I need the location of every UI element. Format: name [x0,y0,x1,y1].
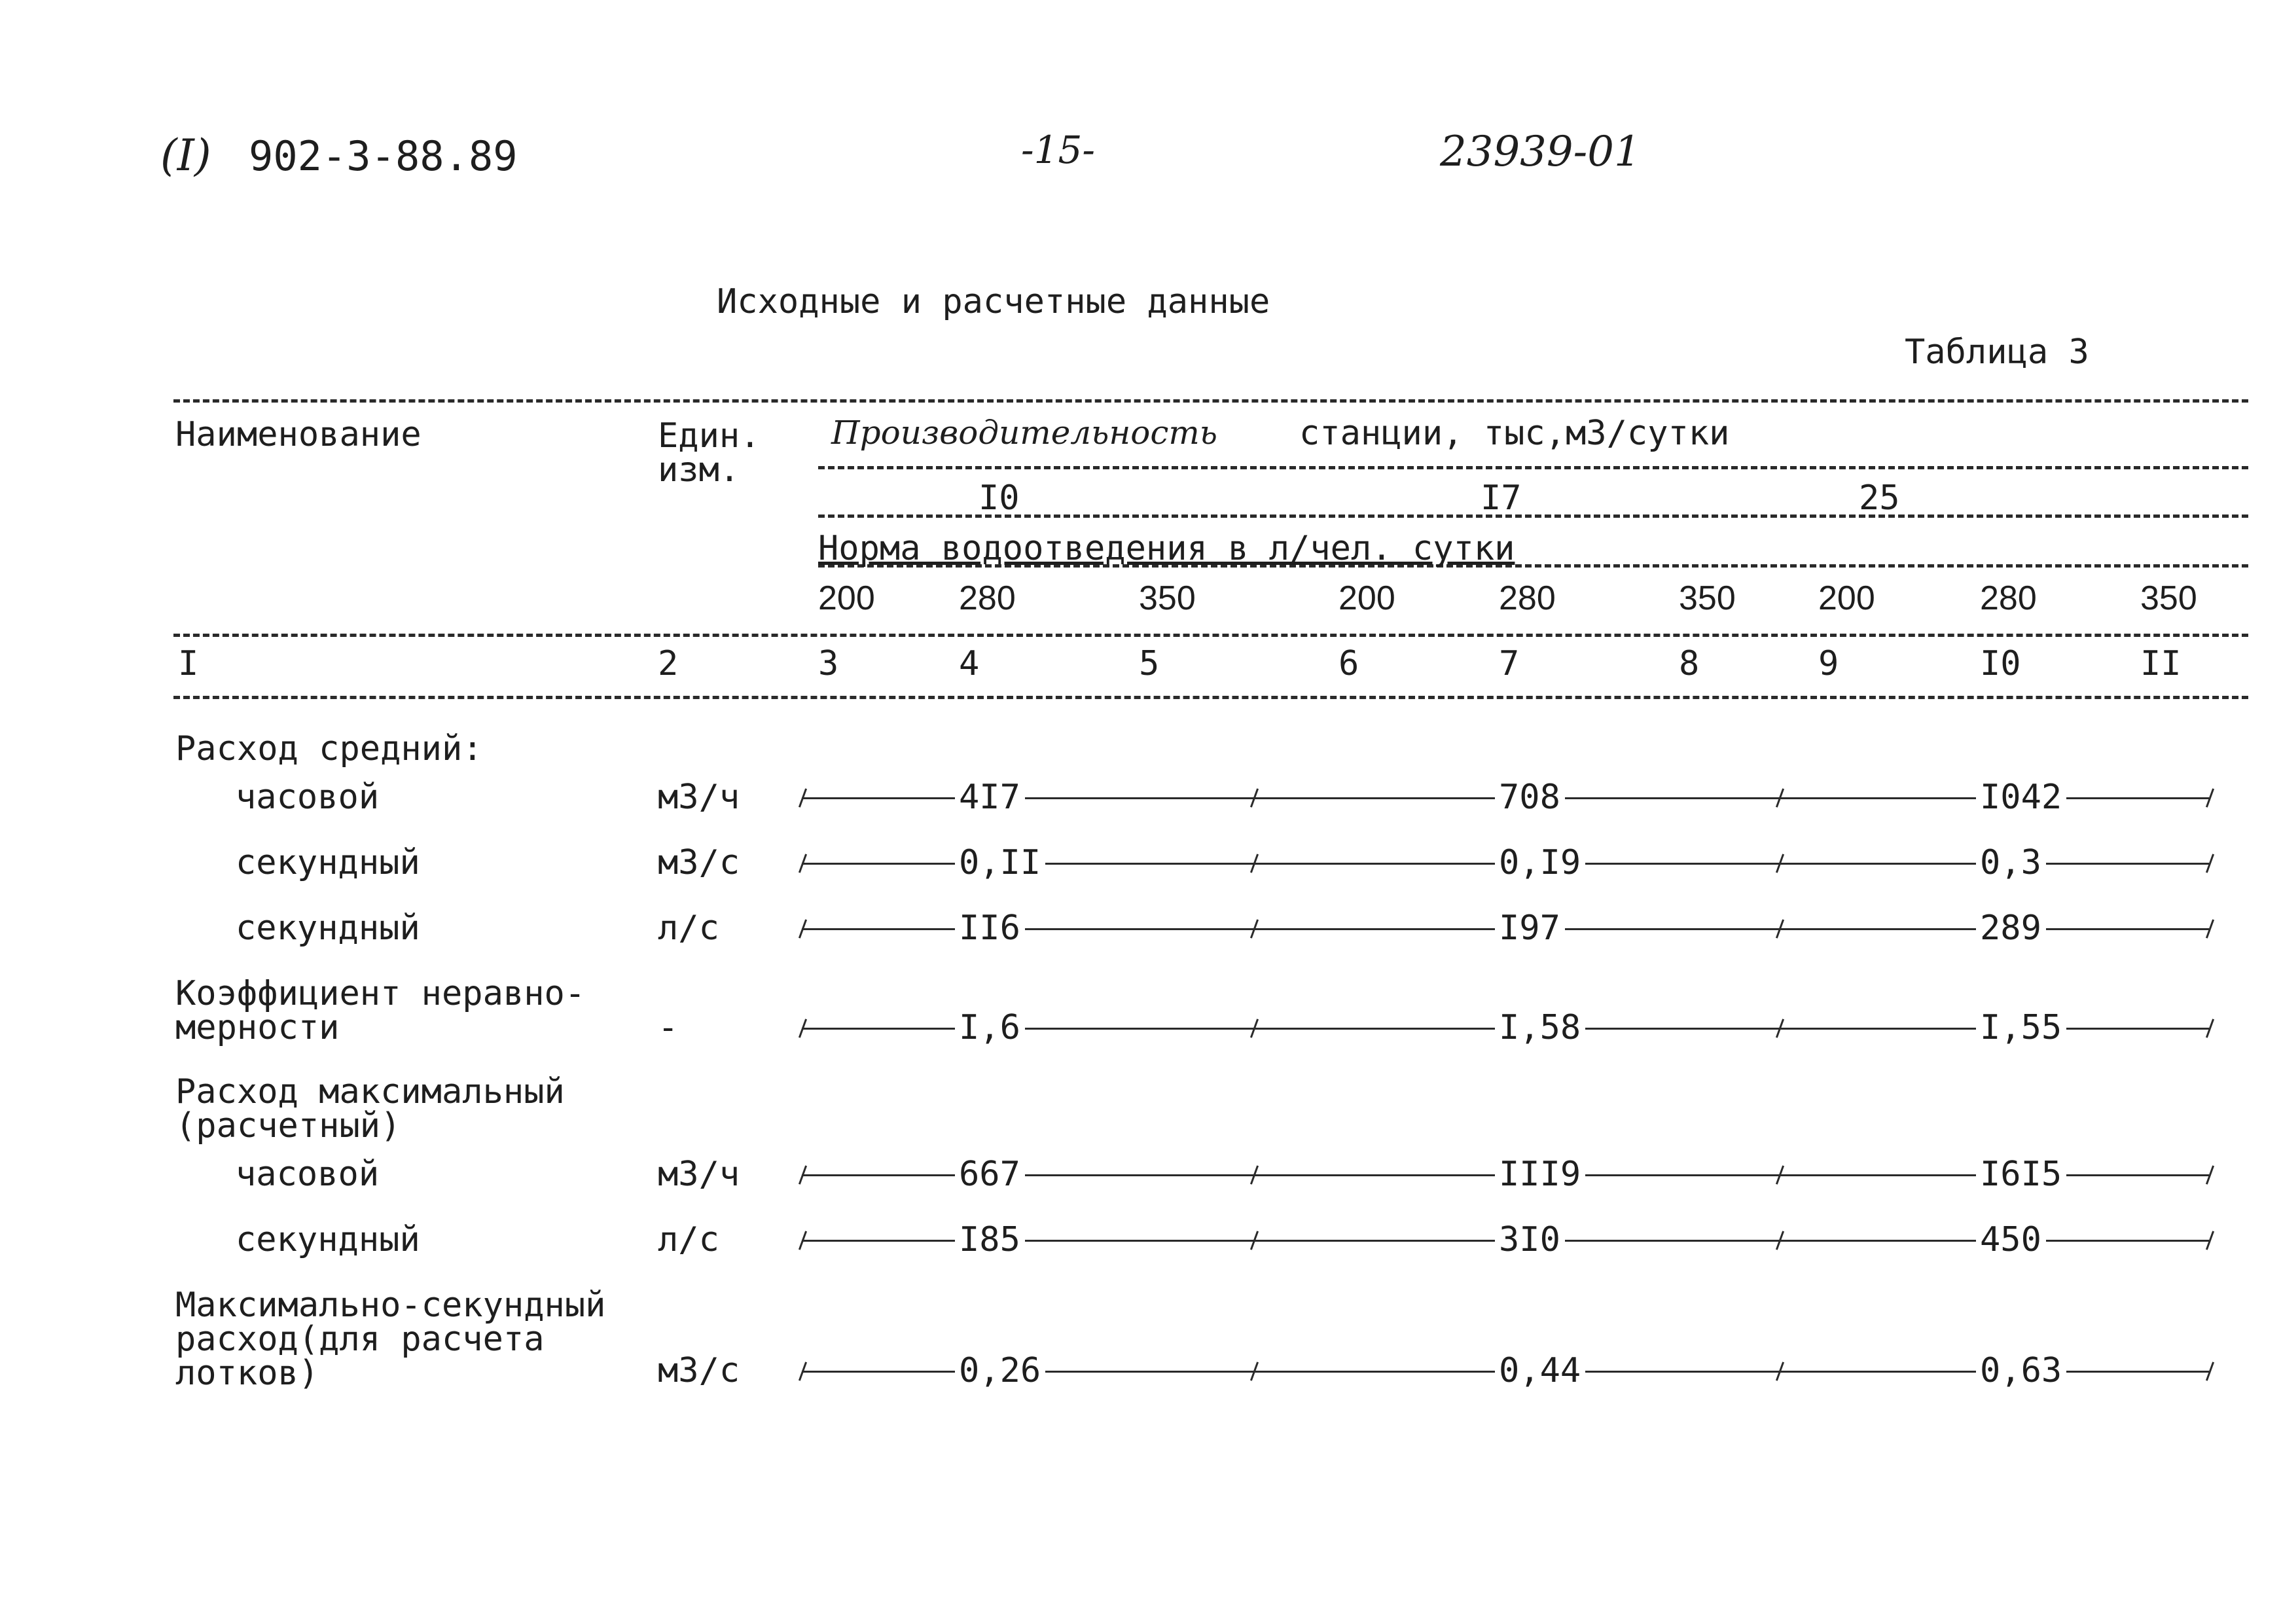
coef-bracket-line [1585,1028,1779,1030]
capacity-rule [818,466,2248,469]
col-number: 7 [1499,644,1520,683]
trays-name-line2: расход(для расчета [175,1320,545,1359]
trays-value: 0,26 [959,1351,1041,1390]
table-label: Таблица 3 [1905,333,2089,372]
capacity-group-3: 25 [1859,478,1900,518]
max_sec-value: 450 [1980,1220,2041,1259]
avg_sec_l-value: 289 [1980,909,2041,948]
max_hour-bracket-line [1779,1174,1976,1176]
trays-value: 0,44 [1499,1351,1581,1390]
document-title: Исходные и расчетные данные [717,282,1270,321]
inventory-number: 23939-01 [1440,128,1641,176]
avg-sec-l-unit: л/с [658,909,719,948]
avg_sec_l-value: II6 [959,909,1020,948]
table-top-rule [173,399,2248,403]
max_hour-value: III9 [1499,1155,1581,1194]
col-number: 5 [1139,644,1160,683]
avg_hour-bracket-line [1565,797,1779,799]
coef-bracket-line [2066,1028,2209,1030]
col-number: 4 [959,644,980,683]
avg-hour-name: часовой [236,778,380,817]
max-sec-unit: л/с [658,1220,719,1259]
max_sec-bracket-line [802,1240,955,1242]
col-unit-header-line2: изм. [658,450,740,490]
max_hour-bracket-line [2066,1174,2209,1176]
max-hour-unit: м3/ч [658,1155,740,1194]
max_hour-bracket-line [1253,1174,1495,1176]
norm-value: 350 [1139,579,1196,617]
avg_sec_m3-bracket-line [2046,863,2209,865]
trays-name-line3: лотков) [175,1354,319,1393]
series-mark: (I) [160,130,211,181]
avg_hour-bracket-line [1779,797,1976,799]
avg_sec_m3-bracket-line [1779,863,1976,865]
avg_sec_m3-bracket-line [802,863,955,865]
avg_hour-bracket-line [1025,797,1253,799]
avg_sec_m3-value: 0,3 [1980,843,2041,882]
head-bottom-rule [173,634,2248,637]
capacity-title: Производительность [831,414,1218,452]
max_hour-bracket-line [1025,1174,1253,1176]
capacity-rest: станции, тыс,м3/сутки [1299,414,1730,453]
trays-bracket-line [1045,1371,1253,1373]
norm-value: 280 [1499,579,1556,617]
capacity-group-2: I7 [1481,478,1522,518]
norm-value: 350 [2140,579,2197,617]
avg-sec-l-name: секундный [236,909,420,948]
avg_sec_l-bracket-line [1253,928,1495,930]
avg_hour-bracket-line [2066,797,2209,799]
col-number: 6 [1338,644,1359,683]
norm-value: 200 [818,579,875,617]
max_sec-value: 3I0 [1499,1220,1560,1259]
coef-bracket-line [1253,1028,1495,1030]
col-number: 8 [1679,644,1700,683]
col-number: 2 [658,644,679,683]
col-number: II [2140,644,2182,683]
avg_sec_l-value: I97 [1499,909,1560,948]
trays-bracket-line [1585,1371,1779,1373]
norm-value: 200 [1818,579,1875,617]
trays-unit: м3/с [658,1351,740,1390]
avg-sec-m3-unit: м3/с [658,843,740,882]
max-flow-title-line2: (расчетный) [175,1106,401,1146]
avg_hour-bracket-line [1253,797,1495,799]
max-sec-name: секундный [236,1220,420,1259]
coef-bracket-line [1025,1028,1253,1030]
col-number: I0 [1980,644,2021,683]
capacity-group-1: I0 [979,478,1020,518]
coef-bracket-line [802,1028,955,1030]
norm-value: 280 [959,579,1016,617]
coef-value: I,55 [1980,1008,2062,1047]
trays-value: 0,63 [1980,1351,2062,1390]
coef-value: I,58 [1499,1008,1581,1047]
avg_sec_m3-bracket-line [1045,863,1253,865]
avg_hour-bracket-line [802,797,955,799]
max_sec-bracket-line [1779,1240,1976,1242]
avg_sec_l-bracket-line [802,928,955,930]
doc-code: 902-3-88.89 [249,132,518,180]
avg-sec-m3-name: секундный [236,843,420,882]
avg-flow-title: Расход средний: [175,729,483,768]
norm-value: 350 [1679,579,1736,617]
avg_sec_l-bracket-line [1565,928,1779,930]
max_sec-bracket-line [1253,1240,1495,1242]
max_sec-value: I85 [959,1220,1020,1259]
col-number: I [178,644,199,683]
numbers-bottom-rule [173,696,2248,699]
trays-name-line1: Максимально-секундный [175,1286,606,1325]
norm-value: 200 [1338,579,1395,617]
avg_sec_m3-bracket-line [1585,863,1779,865]
max_sec-bracket-line [1025,1240,1253,1242]
avg_sec_l-bracket-line [2046,928,2209,930]
avg_sec_m3-value: 0,II [959,843,1041,882]
col-name-header: Наименование [175,415,422,454]
max_sec-bracket-line [2046,1240,2209,1242]
max_hour-value: I6I5 [1980,1155,2062,1194]
coef-bracket-line [1779,1028,1976,1030]
trays-bracket-line [2066,1371,2209,1373]
avg_sec_m3-bracket-line [1253,863,1495,865]
avg_hour-value: 4I7 [959,778,1020,817]
avg_sec_m3-value: 0,I9 [1499,843,1581,882]
col-number: 9 [1818,644,1839,683]
page-number: -15- [1021,128,1095,172]
max_hour-value: 667 [959,1155,1020,1194]
max-flow-title-line1: Расход максимальный [175,1072,565,1111]
avg_hour-value: 708 [1499,778,1560,817]
coef-unit: - [658,1008,679,1047]
avg_sec_l-bracket-line [1025,928,1253,930]
max_hour-bracket-line [1585,1174,1779,1176]
groups-rule [818,514,2248,518]
trays-bracket-line [802,1371,955,1373]
avg-hour-unit: м3/ч [658,778,740,817]
max_sec-bracket-line [1565,1240,1779,1242]
trays-bracket-line [1253,1371,1495,1373]
coef-value: I,6 [959,1008,1020,1047]
norm-label: Норма водоотведения в л/чел. сутки [818,529,1515,568]
norm-value: 280 [1980,579,2037,617]
col-number: 3 [818,644,839,683]
coef-name-line2: мерности [175,1008,340,1047]
avg_hour-value: I042 [1980,778,2062,817]
max_hour-bracket-line [802,1174,955,1176]
max-hour-name: часовой [236,1155,380,1194]
avg_sec_l-bracket-line [1779,928,1976,930]
col-unit-header-line1: Един. [658,416,761,456]
trays-bracket-line [1779,1371,1976,1373]
coef-name-line1: Коэффициент неравно- [175,974,586,1013]
